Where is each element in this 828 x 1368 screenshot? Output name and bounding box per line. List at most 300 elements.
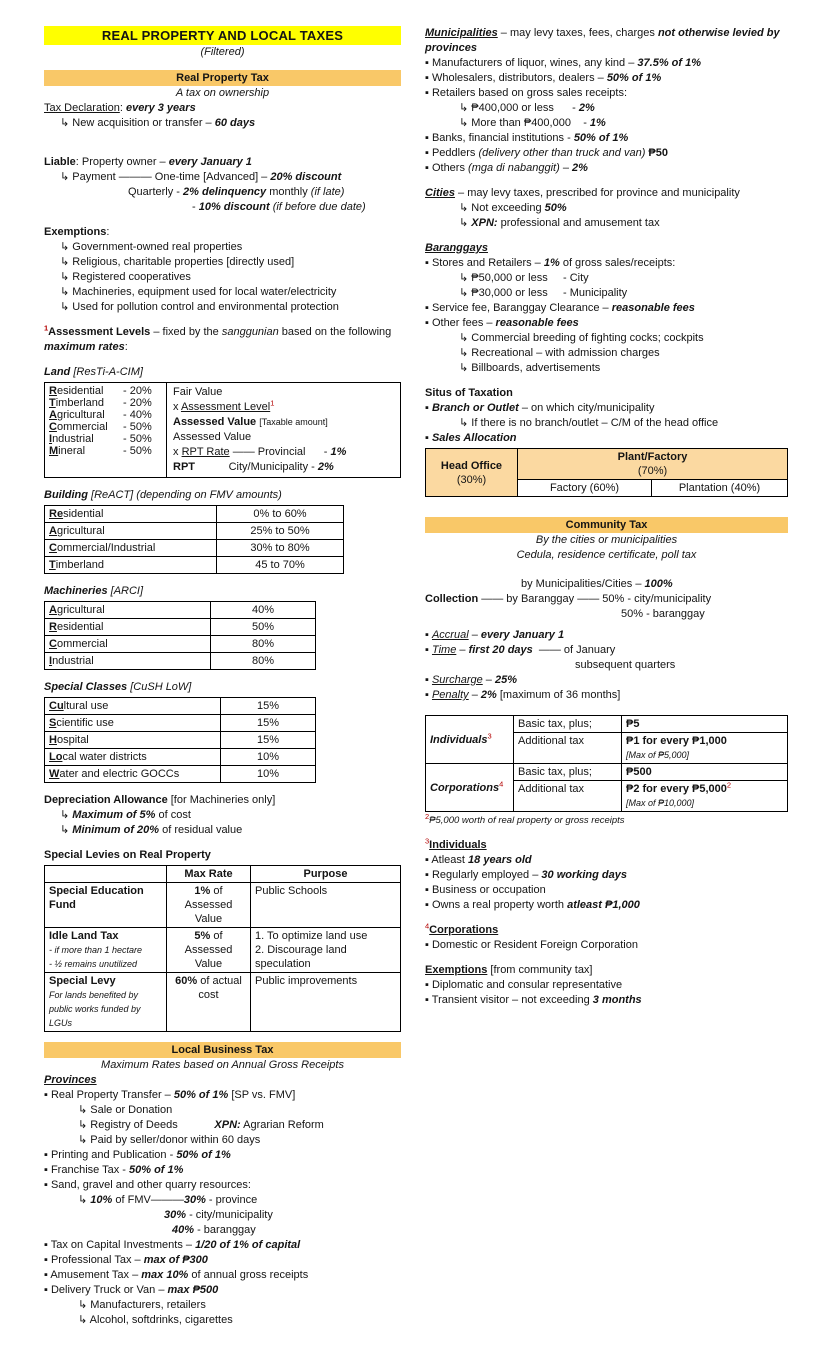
text-segment: ltural use [63,700,109,712]
text-segment: of gross sales/receipts: [559,257,676,269]
head-office-label [430,459,513,473]
land-caption [44,365,401,380]
text-segment: - City [547,272,589,284]
text-segment: 1 [44,323,49,333]
text-segment: S [49,717,57,729]
text-segment: 50% of 1% [573,132,629,144]
assessment-levels-paragraph [44,325,401,355]
text-segment: - if more than 1 hectare [49,945,143,955]
text-segment: professional and amusement tax [497,217,660,229]
cell-label [45,749,221,766]
levy-purpose-cell: Public Schools [251,883,401,928]
text-segment: R [49,385,57,397]
table-row [45,653,316,670]
plant-factory-cell [518,449,788,480]
text-segment: 100% [644,578,673,590]
text-segment: 37.5% of 1% [637,57,701,69]
list-item [44,1238,401,1253]
table-row [45,973,401,1032]
text-segment: : [106,226,110,238]
section-header-community-tax: Community Tax [425,517,788,533]
text-segment: ▪ Tax on Capital Investments – [44,1239,196,1251]
text-segment: 1% [194,885,211,897]
text-segment: 10% [90,1194,113,1206]
text-segment: Agrarian Reform [240,1119,324,1131]
text-segment: Municipalities [425,27,498,39]
section-header-real-property-tax: Real Property Tax [44,70,401,86]
text-segment: [maximum of 36 months] [496,689,621,701]
list-item: ↳ Sale or Donation [78,1104,173,1116]
text-segment: Baranggays [425,242,488,254]
payment-quarterly-line [44,185,401,200]
text-segment: ↳ Payment ——— One-time [Advanced] – [60,171,271,183]
land-class [49,385,123,397]
list-item [425,316,788,331]
payment-discount-line [44,200,401,215]
individuals-heading [425,838,788,853]
text-segment: ↳ [78,1194,91,1206]
text-segment: 20% discount [270,171,342,183]
list-item [44,823,401,838]
text-segment: 18 years old [468,854,532,866]
list-item [425,286,788,301]
table-row [45,636,316,653]
text-segment: Corporations [429,924,499,936]
plant-factory-label [522,450,783,464]
list-item: ↳ Commercial breeding of fighting cocks; cockpits [459,332,704,344]
text-segment: gricultural [56,525,105,537]
text-segment: City/Municipality - [195,461,318,473]
text-segment: ▪ Real Property Transfer – [44,1089,174,1101]
text-segment: max ₱500 [167,1284,219,1296]
text-segment [178,1119,215,1131]
text-segment: [SP vs. FMV] [228,1089,296,1101]
table-row [49,433,162,445]
list-item: ↳ Billboards, advertisements [459,362,601,374]
levy-note [49,957,162,971]
text-segment: Sales Allocation [431,432,517,444]
text-segment: ▪ Atleast [425,854,469,866]
text-segment: Exemptions [44,226,107,238]
land-computation-column [167,383,400,477]
lbt-subtitle: Maximum Rates based on Annual Gross Receipts [101,1059,344,1071]
spacer [425,703,788,713]
text-segment: Plant/Factory [617,451,688,463]
cell-value: 15% [221,715,316,732]
text-segment: of cost [155,809,191,821]
purpose-line: 1. To optimize land use [255,930,368,942]
individuals-cell [426,716,514,764]
text-segment: ↳ Registry of Deeds [78,1119,178,1131]
text-segment: gricultural [56,409,105,421]
text-segment: ▪ Stores and Retailers – [425,257,544,269]
text-segment: sidential [63,508,104,520]
list-item [425,271,788,286]
liable-line [44,155,401,170]
list-item [425,201,788,216]
text-segment: atleast ₱1,000 [567,899,640,911]
purpose-line: 2. Discourage land speculation [255,944,347,970]
text-segment: ommercial/Industrial [56,542,156,554]
text-segment: 50% of 1% [176,1149,231,1161]
text-segment: 50% of 1% [606,72,662,84]
table-row [49,421,162,433]
situs-heading [425,386,788,401]
right-column [425,26,788,1338]
list-item: ▪ Diplomatic and consular representative [425,979,623,991]
text-segment: RPT Rate [181,446,230,458]
list-item [425,56,788,71]
text-segment: —— Provincial [229,446,306,458]
list-item [425,116,788,131]
land-block [44,365,401,478]
text-segment: Assessment Levels [48,326,151,338]
text-segment: - city/municipality [186,1209,273,1221]
collection-baranggay-share-line: 50% - baranggay [621,608,705,620]
special-levies-block [44,848,401,1032]
special-classes-table [44,697,316,783]
payment-onetime-line [44,170,401,185]
text-segment: 30% [164,1209,187,1221]
text-segment: Liable [44,156,76,168]
levy-name-cell [45,883,167,928]
text-segment: 4 [425,921,430,931]
cell-value: 80% [211,636,316,653]
text-segment: - [570,117,590,129]
text-segment: 4 [499,778,504,788]
text-segment: Exemptions [425,964,488,976]
list-item: subsequent quarters [575,659,676,671]
cities-block [425,186,788,231]
additional-tax-cell: Additional tax [514,733,622,764]
list-item: ↳ Paid by seller/donor within 60 days [78,1134,261,1146]
amount-line [626,734,783,748]
text-segment: 2% [317,461,334,473]
exemptions-heading [44,225,401,240]
table-row [45,928,401,973]
text-segment: ▪ Owns a real property worth [425,899,568,911]
list-item: ▪ Business or occupation [425,884,546,896]
individuals-block [425,838,788,913]
text-segment: 3 [425,836,430,846]
text-segment: Cities [425,187,455,199]
text-segment: 50% [544,202,567,214]
text-segment: max 10% [141,1269,189,1281]
text-segment: based on the following [278,326,392,338]
list-item [44,1163,401,1178]
text-segment: maximum rates [44,341,125,353]
text-segment: ↳ [60,824,73,836]
text-segment: imberland [55,397,105,409]
levy-purpose-cell: Public improvements [251,973,401,1032]
text-segment: ▪ Wholesalers, distributors, dealers – [425,72,607,84]
text-segment: – may levy taxes, fees, charges [497,27,658,39]
text-segment: ▪ Printing and Publication - [44,1149,177,1161]
cell-value: 25% to 50% [217,523,344,540]
levy-name [49,929,162,943]
text-segment: —— by Baranggay —— 50% - city/municipality [478,593,712,605]
levy-rate-cell [167,973,251,1032]
table-header-row [426,449,788,480]
list-item [425,161,788,176]
list-item [425,853,788,868]
text-segment: ▪ Other fees – [425,317,496,329]
text-segment: every 3 years [125,102,196,114]
text-segment: Surcharge [431,674,483,686]
text-segment: R [49,621,57,633]
text-segment: ▪ [425,402,432,414]
list-item: ↳ Religious, charitable properties [directly used] [60,256,295,268]
text-segment: T [49,559,56,571]
levy-rate-cell [167,883,251,928]
cell-value: 10% [221,749,316,766]
text-segment: first 20 days [468,644,533,656]
list-item [44,1283,401,1298]
list-item [425,146,788,161]
cell-label [45,732,221,749]
text-segment: ₱50 [648,147,668,159]
text-segment: of actual cost [197,975,242,1001]
text-segment: For lands benefited by public works funded by LGUs [49,990,141,1028]
text-segment: Special Levy [49,975,116,987]
list-item: ↳ Alcohol, softdrinks, cigarettes [78,1314,233,1326]
local-business-tax-block [44,1042,401,1328]
text-segment: – [468,689,481,701]
text-segment: 1% [330,446,347,458]
land-class [49,397,123,409]
text-segment: [Max of ₱5,000] [626,750,690,760]
cell-label [45,715,221,732]
cell-label [45,653,211,670]
list-item [44,1118,401,1133]
list-item [425,688,788,703]
text-segment: H [49,734,57,746]
text-segment: 30% [183,1194,206,1206]
text-segment: 10% discount [198,201,270,213]
text-segment: ↳ ₱30,000 or less [459,287,548,299]
text-segment: [Max of ₱10,000] [626,798,695,808]
text-segment: 2 [425,811,430,821]
table-row [45,732,316,749]
list-item [425,401,788,416]
text-segment: [ARCI] [110,585,144,597]
amount-cell [622,716,788,733]
cell-label [45,523,217,540]
special-classes-block [44,680,401,783]
assessment-level-line [173,400,394,415]
text-segment: ndustrial [52,655,94,667]
real-property-tax-block [44,70,401,131]
text-segment: Provinces [44,1074,97,1086]
text-segment: Cu [49,700,64,712]
levy-name-cell [45,973,167,1032]
text-segment: by Municipalities/Cities – [521,578,645,590]
text-segment: ₱500 [626,766,652,778]
table-row [49,409,162,421]
text-segment: cal water districts [62,751,147,763]
list-item [425,898,788,913]
corporations-heading [425,923,788,938]
text-segment: Building [44,489,92,501]
text-segment: (delivery other than truck and van) [478,147,646,159]
text-segment: ▪ Amusement Tax – [44,1269,142,1281]
text-segment: A [49,525,57,537]
amount-cell [622,781,788,812]
text-segment: Corporations [430,781,500,794]
text-segment: RPT [173,461,195,473]
text-segment: monthly [266,186,311,198]
list-item [425,431,788,446]
levy-name [49,974,162,988]
list-item: ▪ Retailers based on gross sales receipts: [425,87,627,99]
text-segment: ↳ ₱50,000 or less [459,272,548,284]
left-column [44,26,401,1338]
list-item [425,301,788,316]
text-segment: 2% [572,162,588,174]
text-segment: ▪ Peddlers [425,147,479,159]
list-item [44,1223,401,1238]
assessment-levels-block [44,325,401,355]
text-segment: reasonable fees [611,302,695,314]
text-segment: - [553,102,579,114]
exemptions-heading [425,963,788,978]
text-segment: C [49,542,57,554]
text-segment: (depending on FMV amounts) [136,489,282,501]
text-segment: [from community tax] [487,964,593,976]
text-segment: - Municipality [547,287,628,299]
ct-subtitle: Cedula, residence certificate, poll tax [516,549,697,561]
cell-value: 30% to 80% [217,540,344,557]
text-segment: ▪ [425,432,432,444]
text-segment: Minimum of 20% [72,824,160,836]
tax-declaration-sub [44,116,401,131]
title-block [44,26,401,60]
fair-value-line: Fair Value [173,386,223,398]
text-segment: of residual value [159,824,243,836]
text-segment: ↳ ₱400,000 or less [459,102,554,114]
list-item [425,643,788,658]
text-segment: [for Machineries only] [167,794,276,806]
list-item [425,71,788,86]
text-segment: every January 1 [480,629,565,641]
text-segment: Assessment Level [180,401,271,413]
cell-value: 50% [211,619,316,636]
text-segment: ndustrial [52,433,94,445]
text-segment: 1% [543,257,560,269]
table-row [45,557,344,574]
exemptions-block [44,225,401,315]
text-segment: gricultural [56,604,105,616]
amount-cell [622,733,788,764]
table-row [49,445,162,457]
text-segment: - ½ remains unutilized [49,959,138,969]
spacer [44,141,401,155]
list-item [425,868,788,883]
text-segment: 50% of 1% [173,1089,229,1101]
text-segment: 1 [270,398,275,408]
land-classes-column [45,383,167,477]
table-row [49,385,162,397]
list-item [425,216,788,231]
community-tax-exemptions-block [425,963,788,1008]
text-segment: ▪ [425,689,432,701]
text-segment: of annual gross receipts [188,1269,309,1281]
filtered-note: (Filtered) [200,46,245,58]
community-tax-block [425,517,788,828]
spacer [425,507,788,517]
land-class [49,409,123,421]
text-segment: ▪ Professional Tax – [44,1254,144,1266]
levy-rate-cell [167,928,251,973]
land-rate: - 50% [123,445,152,457]
sales-allocation-table [425,448,788,497]
land-class [49,433,123,445]
text-segment: (if before due date) [272,201,366,213]
text-segment: 1% [589,117,606,129]
cell-value: 45 to 70% [217,557,344,574]
land-rate: - 20% [123,385,152,397]
text-segment: Branch or Outlet [431,402,519,414]
text-segment: [ResTi-A-CIM] [73,366,143,378]
depreciation-block [44,793,401,838]
ct-subtitle: By the cities or municipalities [535,534,678,546]
text-segment: Accrual [431,629,469,641]
cell-value: 15% [221,698,316,715]
building-caption [44,488,401,503]
text-segment: – [559,162,572,174]
liable-block [44,155,401,215]
land-rate: - 40% [123,409,152,421]
table-row [45,602,316,619]
machineries-table [44,601,316,670]
assessed-value-result-line [173,415,394,430]
text-segment: Lo [49,751,63,763]
text-segment: cientific use [56,717,114,729]
list-item: ▪ Sand, gravel and other quarry resources: [44,1179,251,1191]
text-segment: 2% [578,102,595,114]
table-header-row [45,866,401,883]
text-segment: Time [431,644,457,656]
corporations-cell [426,764,514,812]
amount-cap [626,796,783,810]
text-segment: Situs of Taxation [425,387,513,399]
text-segment: ↳ New acquisition or transfer – [60,117,215,129]
text-segment: not otherwise levied by provinces [425,27,780,54]
text-segment: Individuals [429,839,487,851]
text-segment: – [482,674,495,686]
text-segment: Machineries [44,585,111,597]
text-segment: I [49,655,53,667]
factory-cell: Factory (60%) [518,480,652,497]
table-row [45,715,316,732]
levy-name-cell [45,928,167,973]
text-segment: ater and electric GOCCs [59,768,180,780]
rpt-rate-line [173,445,394,460]
municipalities-block [425,26,788,176]
text-segment: ₱5,000 worth of real property or gross receipts [429,815,625,826]
text-segment: ▪ Others [425,162,469,174]
text-segment: 2 [726,780,732,790]
text-segment: C [49,421,57,433]
levy-note [49,988,162,1030]
text-segment: 50% of 1% [129,1164,184,1176]
text-segment: esidential [56,621,104,633]
text-segment: (mga di nabanggit) [468,162,560,174]
text-segment: Tax Declaration [44,102,120,114]
text-segment: 40% [172,1224,195,1236]
column-header: Max Rate [167,866,251,883]
text-segment: - [192,201,199,213]
